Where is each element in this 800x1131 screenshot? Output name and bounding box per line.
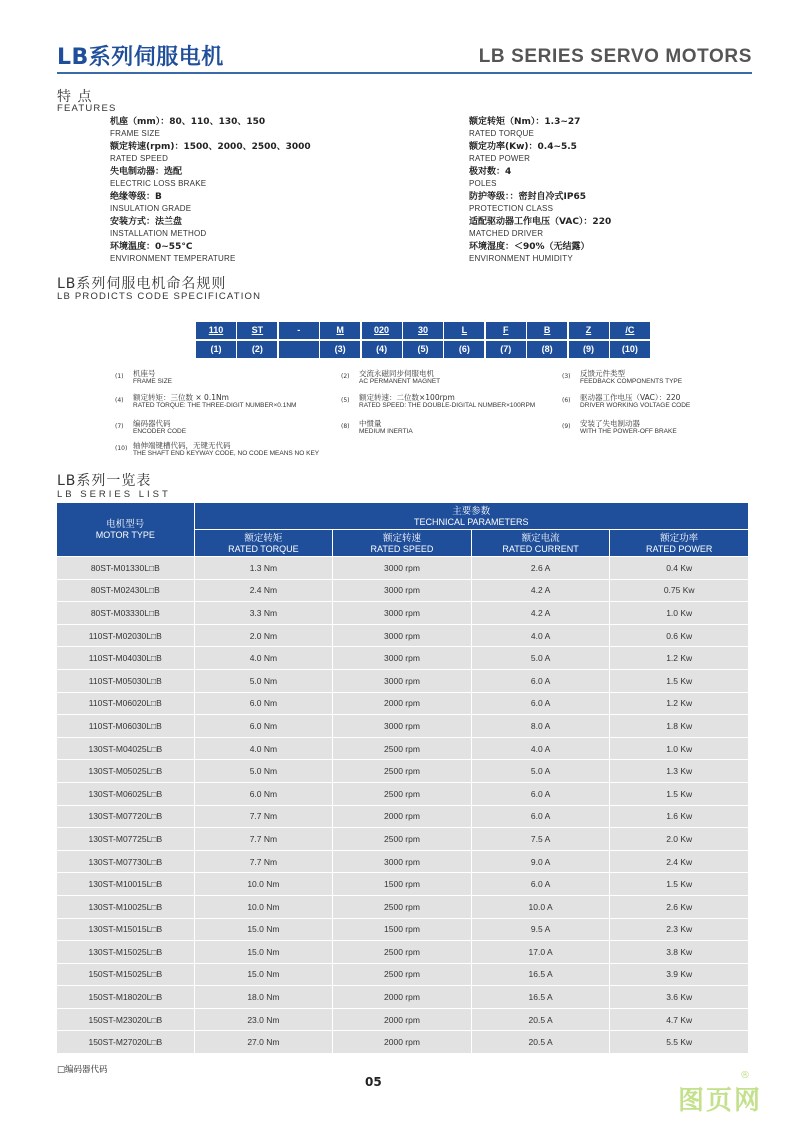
table-row: [57, 715, 748, 737]
cell-rated-torque: 5.0 Nm: [195, 760, 333, 782]
table-row: [57, 670, 748, 692]
table-row: [57, 647, 748, 669]
cell-rated-speed: 3000 rpm: [333, 851, 471, 873]
cell-rated-torque: 2.0 Nm: [195, 625, 333, 647]
feature-brake: 失电制动器：选配 ELECTRIC LOSS BRAKE: [110, 167, 207, 188]
cell-rated-speed: 3000 rpm: [333, 625, 471, 647]
cell-rated-current: 5.0 A: [472, 647, 610, 669]
cell-rated-current: 20.5 A: [472, 1009, 610, 1031]
code-index-cell: [279, 341, 319, 358]
cell-rated-speed: 2000 rpm: [333, 1031, 471, 1053]
cell-rated-power: 1.0 Kw: [610, 602, 748, 624]
code-cell: B: [527, 322, 567, 339]
cell-rated-speed: 3000 rpm: [333, 647, 471, 669]
cell-motor-type: 80ST-M03330L□B: [57, 602, 194, 624]
code-spec-title-en: LB PRODICTS CODE SPECIFICATION: [57, 291, 262, 302]
legend-item: (7) 编码器代码 ENCODER CODE: [115, 419, 187, 435]
feature-installation: 安装方式：法兰盘 INSTALLATION METHOD: [110, 217, 207, 238]
cell-rated-speed: 3000 rpm: [333, 715, 471, 737]
table-row: [57, 873, 748, 895]
code-index-cell: (4): [362, 341, 402, 358]
table-body: [57, 557, 748, 1053]
code-cell: M: [320, 322, 360, 339]
table-row: [57, 986, 748, 1008]
code-index-cell: (6): [444, 341, 484, 358]
cell-rated-speed: 3000 rpm: [333, 557, 471, 579]
cell-rated-current: 4.2 A: [472, 602, 610, 624]
cell-rated-speed: 2500 rpm: [333, 964, 471, 986]
cell-motor-type: 130ST-M07730L□B: [57, 851, 194, 873]
cell-rated-current: 2.6 A: [472, 557, 610, 579]
cell-rated-power: 4.7 Kw: [610, 1009, 748, 1031]
page-number: 05: [365, 1075, 382, 1089]
cell-rated-speed: 3000 rpm: [333, 580, 471, 602]
table-row: [57, 964, 748, 986]
cell-rated-current: 10.0 A: [472, 896, 610, 918]
cell-rated-current: 5.0 A: [472, 760, 610, 782]
table-row: [57, 738, 748, 760]
cell-rated-torque: 5.0 Nm: [195, 670, 333, 692]
cell-rated-torque: 27.0 Nm: [195, 1031, 333, 1053]
features-left-column: [110, 116, 311, 266]
cell-rated-current: 9.5 A: [472, 919, 610, 941]
header-rated-torque: 额定转矩 RATED TORQUE: [195, 530, 333, 556]
cell-rated-power: 2.6 Kw: [610, 896, 748, 918]
cell-rated-power: 1.5 Kw: [610, 873, 748, 895]
cell-rated-torque: 3.3 Nm: [195, 602, 333, 624]
cell-rated-current: 4.0 A: [472, 625, 610, 647]
table-row: [57, 783, 748, 805]
feature-frame-size: 机座（mm）：80、110、130、150 FRAME SIZE: [110, 117, 266, 138]
cell-motor-type: 130ST-M10015L□B: [57, 873, 194, 895]
cell-motor-type: 80ST-M01330L□B: [57, 557, 194, 579]
legend-item: (8) 中惯量 MEDIUM INERTIA: [341, 419, 413, 435]
cell-motor-type: 110ST-M02030L□B: [57, 625, 194, 647]
header-divider: [57, 72, 752, 74]
legend-item: (6) 驱动器工作电压（VAC）：220 DRIVER WORKING VOLTAGE CODE: [562, 393, 691, 409]
cell-rated-speed: 1500 rpm: [333, 873, 471, 895]
code-cell: /C: [610, 322, 650, 339]
legend-item: (1) 机座号 FRAME SIZE: [115, 369, 173, 385]
cell-rated-torque: 6.0 Nm: [195, 783, 333, 805]
table-row: [57, 828, 748, 850]
cell-rated-power: 1.2 Kw: [610, 693, 748, 715]
cell-rated-power: 1.2 Kw: [610, 647, 748, 669]
cell-motor-type: 110ST-M06030L□B: [57, 715, 194, 737]
cell-rated-torque: 10.0 Nm: [195, 873, 333, 895]
cell-rated-current: 16.5 A: [472, 986, 610, 1008]
cell-rated-current: 17.0 A: [472, 941, 610, 963]
table-row: [57, 919, 748, 941]
cell-rated-speed: 2000 rpm: [333, 986, 471, 1008]
features-title-en: FEATURES: [57, 103, 117, 114]
feature-protection: 防护等级：：密封自冷式IP65 PROTECTION CLASS: [469, 192, 586, 213]
cell-rated-torque: 2.4 Nm: [195, 580, 333, 602]
cell-motor-type: 110ST-M04030L□B: [57, 647, 194, 669]
cell-motor-type: 110ST-M06020L□B: [57, 693, 194, 715]
legend-item: (5) 额定转速：二位数×100rpm RATED SPEED: THE DOUBLE-DIGITAL NUMBER×100RPM: [341, 393, 536, 409]
table-row: [57, 602, 748, 624]
header-rated-current: 额定电流 RATED CURRENT: [472, 530, 610, 556]
cell-rated-current: 4.0 A: [472, 738, 610, 760]
cell-motor-type: 150ST-M27020L□B: [57, 1031, 194, 1053]
cell-rated-torque: 15.0 Nm: [195, 941, 333, 963]
cell-rated-power: 1.6 Kw: [610, 806, 748, 828]
table-row: [57, 693, 748, 715]
code-index-cell: (3): [320, 341, 360, 358]
legend-item: (9) 安装了失电制动器 WITH THE POWER-OFF BRAKE: [562, 419, 677, 435]
cell-rated-power: 3.6 Kw: [610, 986, 748, 1008]
cell-motor-type: 80ST-M02430L□B: [57, 580, 194, 602]
cell-rated-current: 4.2 A: [472, 580, 610, 602]
table-row: [57, 851, 748, 873]
cell-rated-speed: 3000 rpm: [333, 602, 471, 624]
cell-rated-current: 9.0 A: [472, 851, 610, 873]
cell-rated-power: 3.9 Kw: [610, 964, 748, 986]
code-cell: 020: [362, 322, 402, 339]
cell-rated-speed: 2500 rpm: [333, 828, 471, 850]
cell-rated-current: 6.0 A: [472, 670, 610, 692]
feature-rated-speed: 额定转速(rpm)：1500、2000、2500、3000 RATED SPEED: [110, 142, 311, 163]
series-table: [56, 502, 749, 1054]
series-list-title-cn: LB系列一览表: [57, 473, 152, 489]
cell-rated-power: 2.4 Kw: [610, 851, 748, 873]
cell-rated-torque: 1.3 Nm: [195, 557, 333, 579]
cell-rated-current: 20.5 A: [472, 1031, 610, 1053]
cell-rated-current: 7.5 A: [472, 828, 610, 850]
cell-rated-power: 2.3 Kw: [610, 919, 748, 941]
code-cell: 30: [403, 322, 443, 339]
cell-motor-type: 130ST-M04025L□B: [57, 738, 194, 760]
cell-rated-power: 1.8 Kw: [610, 715, 748, 737]
cell-rated-speed: 3000 rpm: [333, 670, 471, 692]
cell-motor-type: 150ST-M15025L□B: [57, 964, 194, 986]
encoder-code-footnote: □编码器代码: [57, 1065, 108, 1075]
table-row: [57, 896, 748, 918]
page-header: [57, 40, 752, 72]
cell-rated-current: 6.0 A: [472, 806, 610, 828]
code-index-cell: (9): [569, 341, 609, 358]
features-right-column: [469, 116, 611, 266]
cell-rated-power: 0.75 Kw: [610, 580, 748, 602]
header-motor-type: 电机型号 MOTOR TYPE: [57, 503, 194, 556]
cell-rated-speed: 2500 rpm: [333, 941, 471, 963]
cell-motor-type: 130ST-M10025L□B: [57, 896, 194, 918]
cell-rated-power: 1.5 Kw: [610, 783, 748, 805]
cell-motor-type: 130ST-M07720L□B: [57, 806, 194, 828]
cell-motor-type: 110ST-M05030L□B: [57, 670, 194, 692]
header-rated-speed: 额定转速 RATED SPEED: [333, 530, 471, 556]
table-row: [57, 1009, 748, 1031]
cell-motor-type: 150ST-M18020L□B: [57, 986, 194, 1008]
cell-motor-type: 130ST-M06025L□B: [57, 783, 194, 805]
code-cell: F: [486, 322, 526, 339]
header-technical-parameters: 主要参数 TECHNICAL PARAMETERS: [195, 503, 748, 529]
table-row: [57, 760, 748, 782]
table-row: [57, 557, 748, 579]
code-cell: 110: [196, 322, 236, 339]
cell-rated-torque: 6.0 Nm: [195, 715, 333, 737]
cell-rated-current: 6.0 A: [472, 693, 610, 715]
code-index-cell: (1): [196, 341, 236, 358]
legend-item: (2) 交流永磁同步伺服电机 AC PERMANENT MAGNET: [341, 369, 441, 385]
cell-rated-power: 1.5 Kw: [610, 670, 748, 692]
cell-rated-power: 1.3 Kw: [610, 760, 748, 782]
cell-rated-speed: 2500 rpm: [333, 738, 471, 760]
cell-motor-type: 130ST-M07725L□B: [57, 828, 194, 850]
legend-item: (4) 额定转矩：三位数 × 0.1Nm RATED TORQUE: THE THREE-DIGIT NUMBER×0.1NM: [115, 393, 297, 409]
cell-rated-speed: 2500 rpm: [333, 760, 471, 782]
cell-rated-power: 2.0 Kw: [610, 828, 748, 850]
page-title-en: LB SERIES SERVO MOTORS: [478, 46, 752, 67]
feature-matched-driver: 适配驱动器工作电压（VAC）：220 MATCHED DRIVER: [469, 217, 612, 238]
cell-rated-torque: 4.0 Nm: [195, 647, 333, 669]
cell-motor-type: 130ST-M15015L□B: [57, 919, 194, 941]
watermark-logo: 图页网: [678, 1086, 763, 1116]
cell-rated-current: 16.5 A: [472, 964, 610, 986]
cell-rated-speed: 2000 rpm: [333, 806, 471, 828]
code-index-cell: (8): [527, 341, 567, 358]
feature-insulation: 绝缘等级：B INSULATION GRADE: [110, 192, 192, 213]
feature-humidity: 环境湿度：＜90%（无结露） ENVIRONMENT HUMIDITY: [469, 242, 590, 263]
cell-motor-type: 130ST-M15025L□B: [57, 941, 194, 963]
code-cell: Z: [569, 322, 609, 339]
cell-rated-power: 0.6 Kw: [610, 625, 748, 647]
cell-rated-torque: 23.0 Nm: [195, 1009, 333, 1031]
cell-rated-speed: 2000 rpm: [333, 1009, 471, 1031]
feature-temperature: 环境温度：0~55°C ENVIRONMENT TEMPERATURE: [110, 242, 236, 263]
cell-rated-speed: 1500 rpm: [333, 919, 471, 941]
page-title-cn: LB系列伺服电机: [57, 45, 224, 70]
code-spec-title-cn: LB系列伺服电机命名规则: [57, 276, 227, 292]
code-index-cell: (10): [610, 341, 650, 358]
table-row: [57, 806, 748, 828]
cell-rated-power: 0.4 Kw: [610, 557, 748, 579]
table-row: [57, 941, 748, 963]
cell-rated-torque: 18.0 Nm: [195, 986, 333, 1008]
series-list-title-en: LB SERIES LIST: [57, 489, 171, 500]
cell-rated-speed: 2500 rpm: [333, 783, 471, 805]
cell-motor-type: 150ST-M23020L□B: [57, 1009, 194, 1031]
code-cell: L: [444, 322, 484, 339]
cell-rated-speed: 2000 rpm: [333, 693, 471, 715]
cell-rated-torque: 7.7 Nm: [195, 828, 333, 850]
cell-rated-torque: 4.0 Nm: [195, 738, 333, 760]
legend-item: (3) 反馈元件类型 FEEDBACK COMPONENTS TYPE: [562, 369, 683, 385]
code-index-cell: (2): [237, 341, 277, 358]
feature-poles: 极对数：4 POLES: [469, 167, 512, 188]
table-row: [57, 625, 748, 647]
cell-rated-torque: 15.0 Nm: [195, 964, 333, 986]
legend-item: (10) 轴伸端键槽代码，无键无代码 THE SHAFT END KEYWAY CODE, NO CODE MEANS NO KEY: [115, 441, 320, 457]
code-cell: ST: [237, 322, 277, 339]
header-rated-power: 额定功率 RATED POWER: [610, 530, 748, 556]
code-index-cell: (5): [403, 341, 443, 358]
cell-rated-power: 3.8 Kw: [610, 941, 748, 963]
table-row: [57, 1031, 748, 1053]
cell-rated-torque: 6.0 Nm: [195, 693, 333, 715]
cell-rated-torque: 7.7 Nm: [195, 806, 333, 828]
cell-rated-current: 6.0 A: [472, 783, 610, 805]
features-title-cn: 特 点: [57, 89, 93, 105]
cell-rated-current: 6.0 A: [472, 873, 610, 895]
cell-rated-current: 8.0 A: [472, 715, 610, 737]
cell-rated-power: 1.0 Kw: [610, 738, 748, 760]
code-index-cell: (7): [486, 341, 526, 358]
registered-mark-icon: ®: [740, 1070, 750, 1081]
cell-motor-type: 130ST-M05025L□B: [57, 760, 194, 782]
code-cell: -: [279, 322, 319, 339]
cell-rated-torque: 10.0 Nm: [195, 896, 333, 918]
cell-rated-torque: 7.7 Nm: [195, 851, 333, 873]
code-spec-grid: [196, 322, 650, 358]
feature-rated-power: 额定功率(Kw)：0.4~5.5 RATED POWER: [469, 142, 577, 163]
table-row: [57, 580, 748, 602]
cell-rated-speed: 2500 rpm: [333, 896, 471, 918]
feature-rated-torque: 额定转矩（Nm）：1.3~27 RATED TORQUE: [469, 117, 581, 138]
cell-rated-torque: 15.0 Nm: [195, 919, 333, 941]
cell-rated-power: 5.5 Kw: [610, 1031, 748, 1053]
